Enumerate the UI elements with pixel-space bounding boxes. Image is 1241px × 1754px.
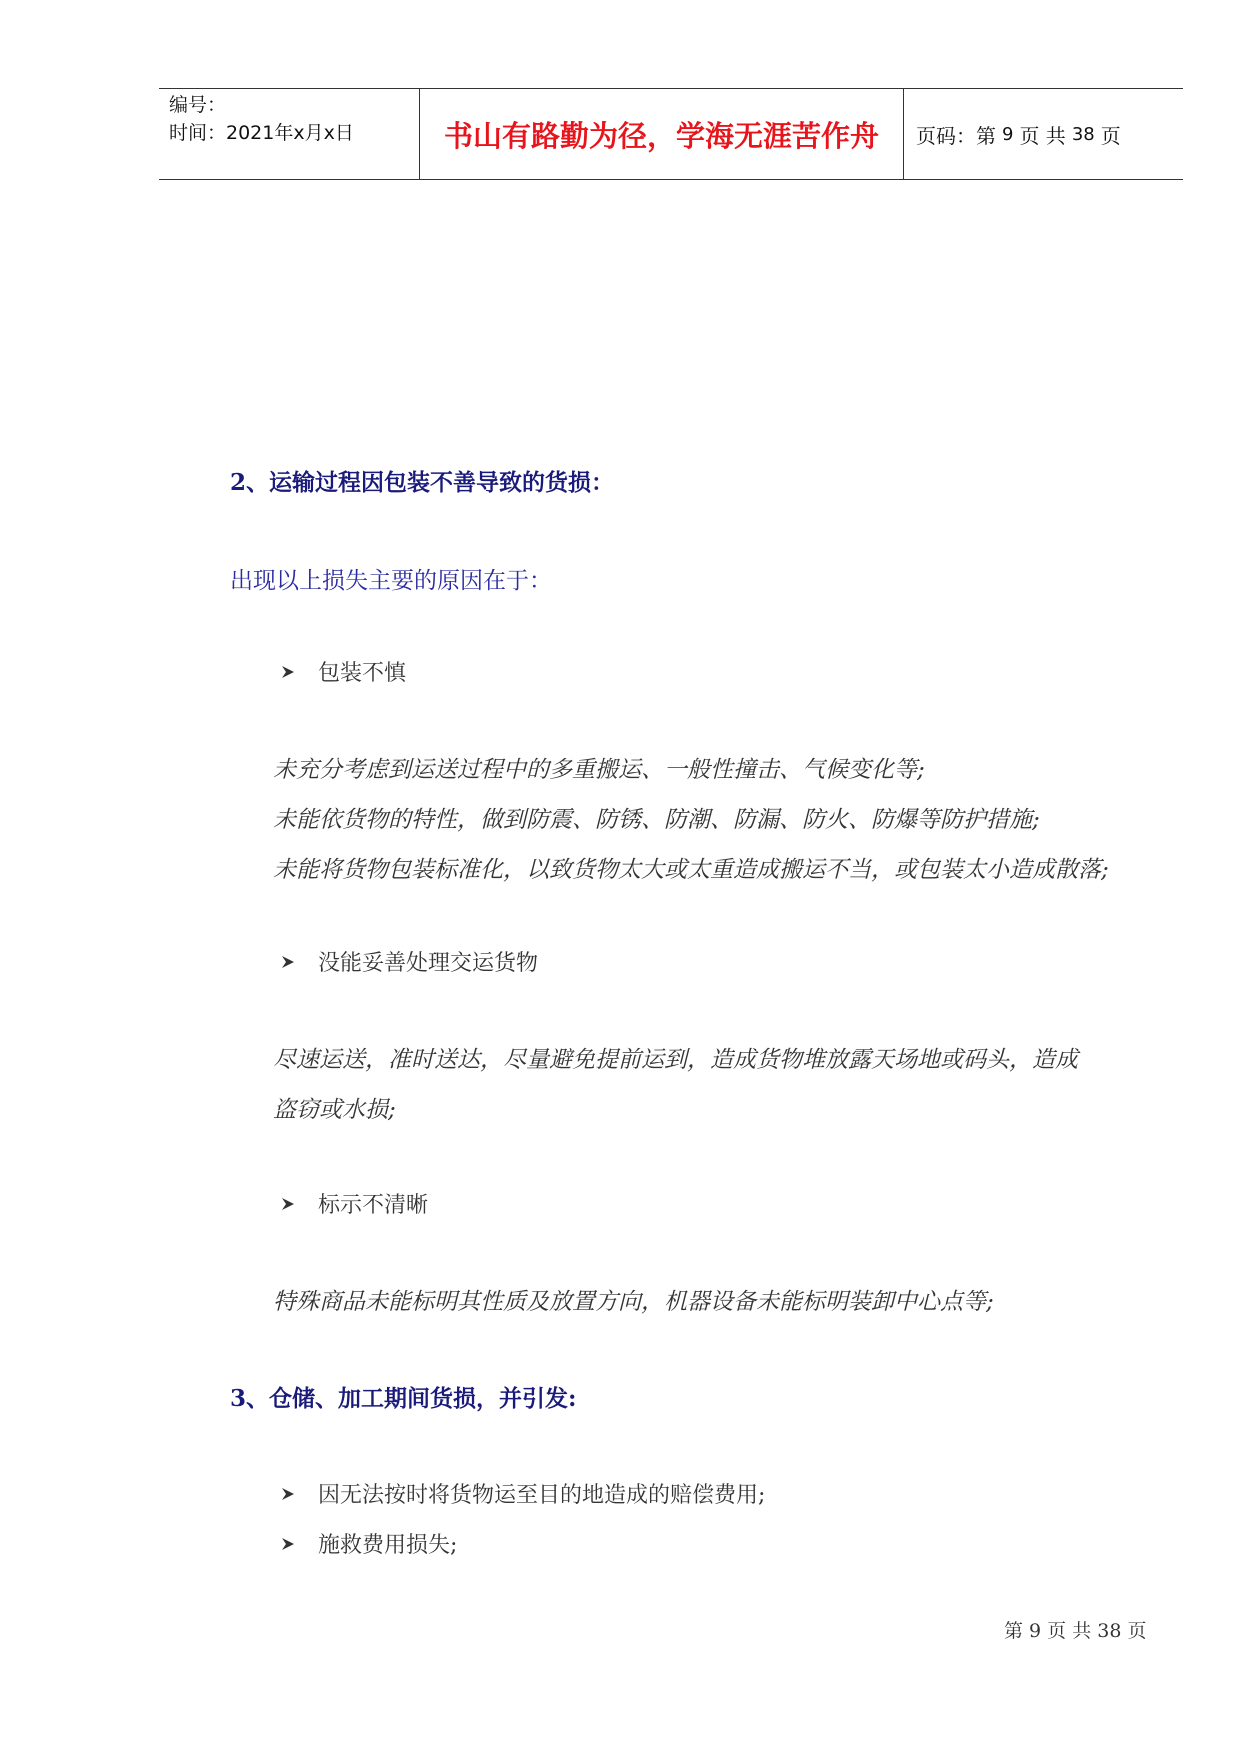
page-header	[159, 88, 1183, 180]
handling-line-1: 尽速运送，准时送达，尽量避免提前运到，造成货物堆放露天场地或码头，造成	[273, 1047, 1078, 1073]
header-page-info	[904, 89, 1183, 179]
bullet-compensation	[280, 1478, 765, 1509]
bullet-rescue-cost	[280, 1528, 457, 1559]
page-mid: 页 共	[1019, 123, 1066, 148]
arrow-bullet-icon	[280, 1196, 296, 1212]
page-number: 9	[1002, 123, 1014, 145]
page-total: 38	[1071, 123, 1095, 145]
marking-line-1: 特殊商品未能标明其性质及放置方向，机器设备未能标明装卸中心点等;	[273, 1289, 994, 1315]
number-label: 编号：	[169, 94, 227, 116]
bullet-label: 没能妥善处理交运货物	[318, 951, 539, 976]
page-prefix: 页码：第	[916, 123, 996, 148]
bullet-label: 施救费用损失;	[318, 1533, 458, 1558]
handling-line-2: 盗窃或水损;	[273, 1097, 396, 1123]
arrow-bullet-icon	[280, 954, 296, 970]
packaging-line-3: 未能将货物包装标准化，以致货物太大或太重造成搬运不当，或包装太小造成散落;	[273, 857, 1109, 883]
bullet-label: 标示不清晰	[318, 1193, 429, 1218]
packaging-line-2: 未能依货物的特性，做到防震、防锈、防潮、防漏、防火、防爆等防护措施;	[273, 807, 1040, 833]
bullet-handling	[280, 946, 538, 977]
time-label: 时间：2021年x月x日	[169, 122, 354, 144]
arrow-bullet-icon	[280, 1486, 296, 1502]
section-3-title: 3、仓储、加工期间货损，并引发:	[230, 1385, 577, 1412]
section-2-title: 2、运输过程因包装不善导致的货损：	[230, 469, 615, 496]
bullet-label: 包装不慎	[318, 661, 407, 686]
packaging-line-1: 未充分考虑到运送过程中的多重搬运、一般性撞击、气候变化等;	[273, 757, 925, 783]
page-suffix: 页	[1100, 123, 1121, 148]
arrow-bullet-icon	[280, 664, 296, 680]
bullet-label: 因无法按时将货物运至目的地造成的赔偿费用;	[318, 1483, 766, 1508]
section-2-intro: 出现以上损失主要的原因在于：	[230, 568, 552, 594]
header-motto: 书山有路勤为径，学海无涯苦作舟	[419, 89, 904, 179]
bullet-packaging	[280, 656, 406, 687]
header-meta	[159, 89, 419, 179]
page-footer: 第 9 页 共 38 页	[1004, 1620, 1147, 1642]
arrow-bullet-icon	[280, 1536, 296, 1552]
bullet-marking	[280, 1188, 428, 1219]
